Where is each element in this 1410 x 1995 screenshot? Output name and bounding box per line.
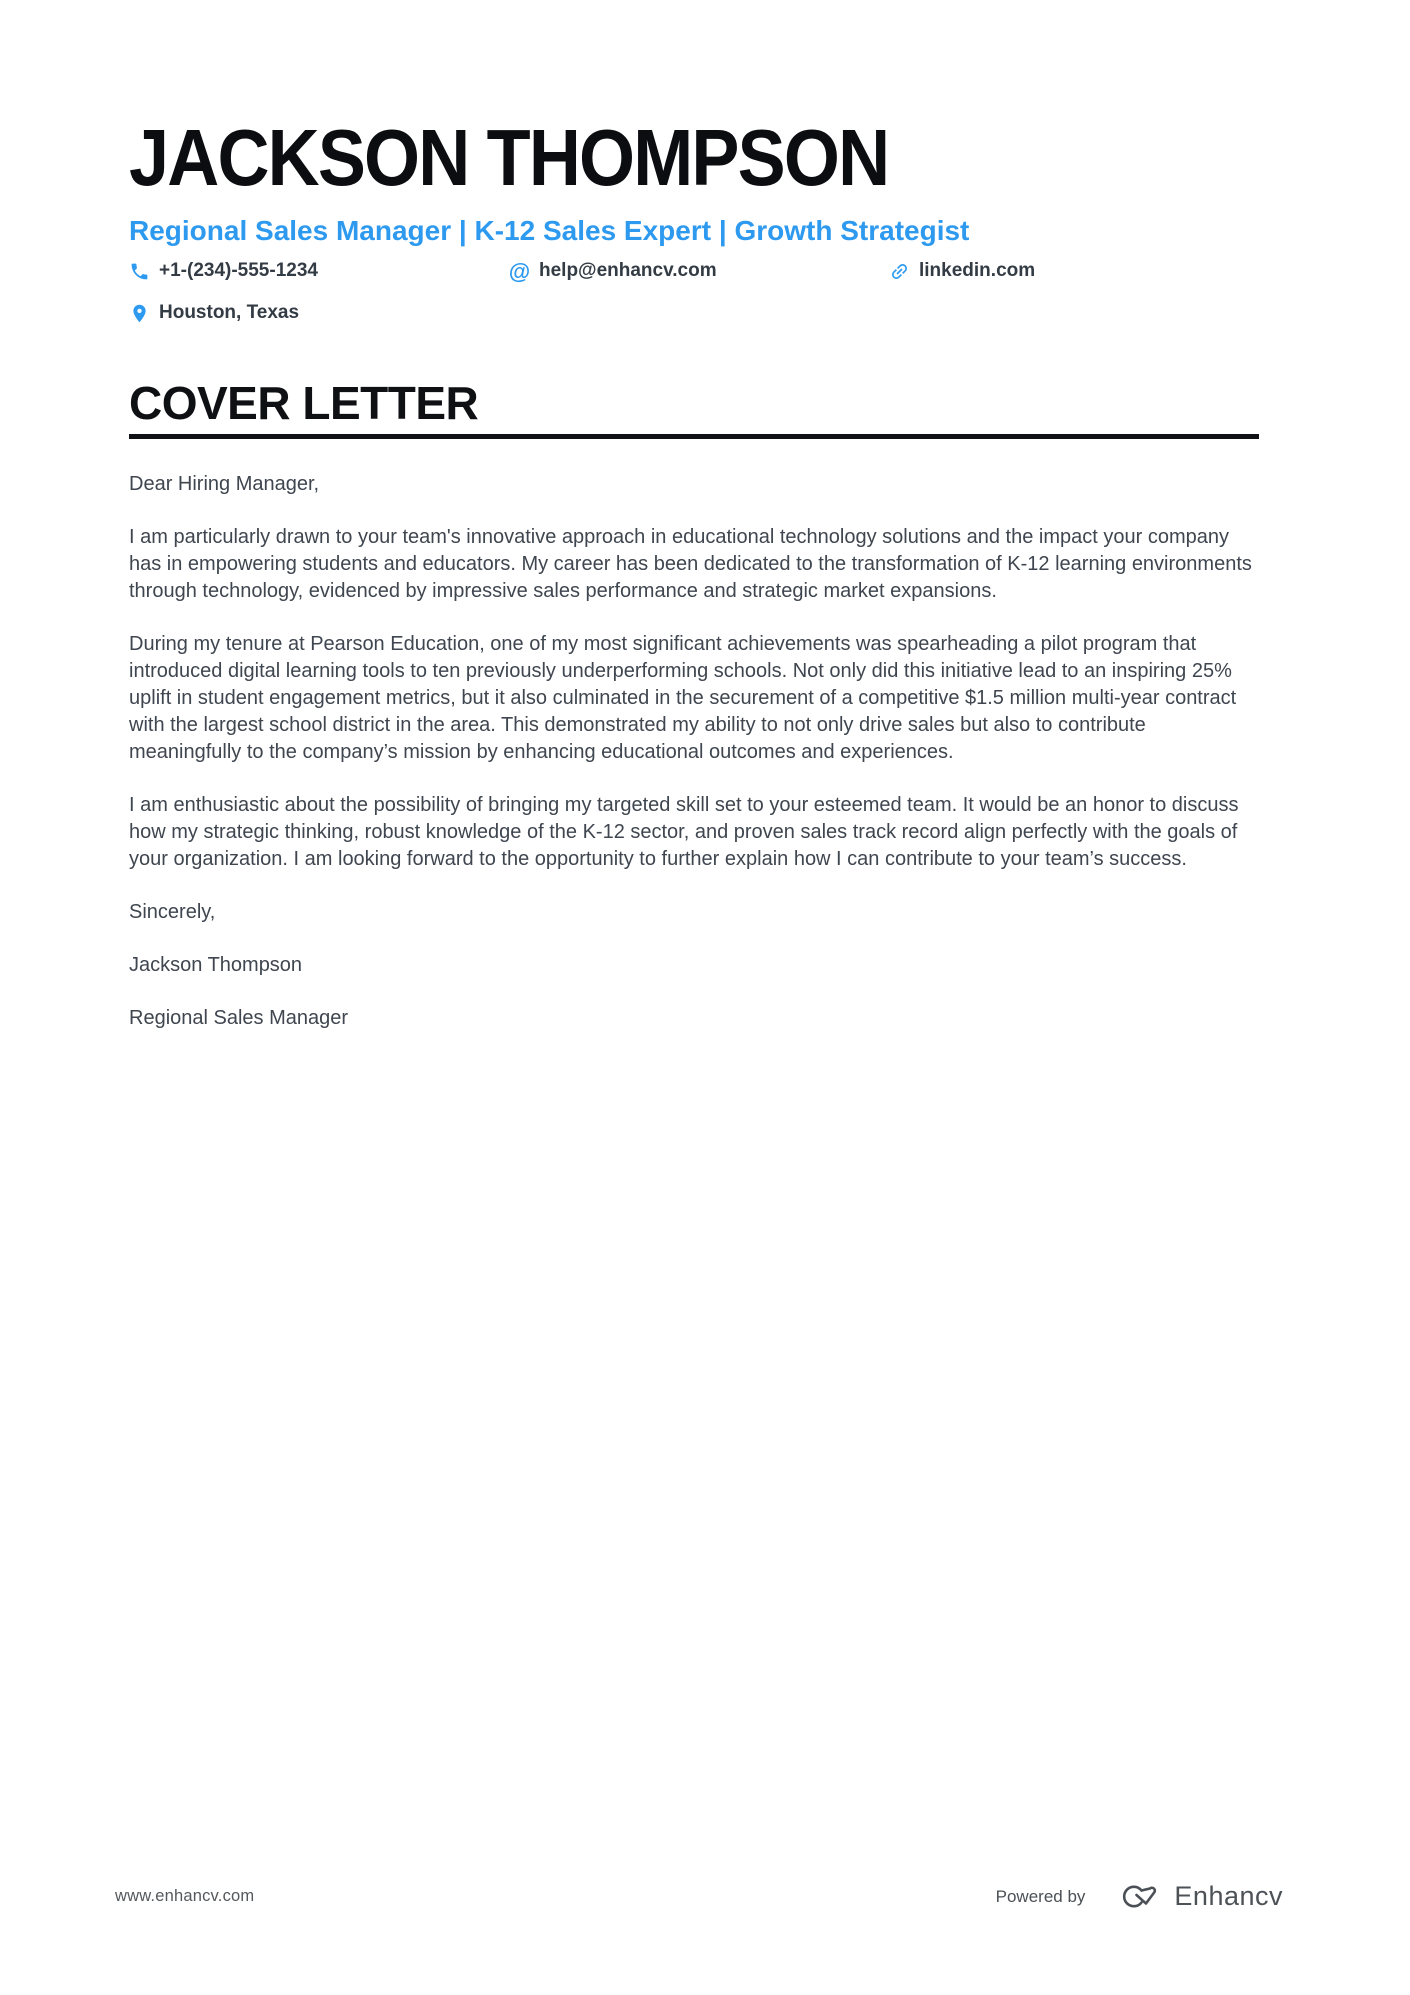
phone-value: +1-(234)-555-1234 (159, 260, 318, 281)
contact-row (129, 258, 1283, 284)
phone-icon (129, 261, 150, 282)
location-contact (129, 300, 299, 326)
salutation: Dear Hiring Manager, (129, 473, 320, 495)
email-contact[interactable] (509, 258, 889, 284)
document-header (129, 113, 1283, 326)
letter-paragraph: I am enthusiastic about the possibility of bringing my targeted skill set to your esteemed team. It would be an honor to discuss how my strategic thinking, robust knowledge of the K-12 sector, and proven sales track record align perfectly with the goals of your organization. I am looking forward to the opportunity to further explain how I can contribute to your team’s success. (129, 794, 1239, 870)
section-title: COVER LETTER (129, 377, 479, 429)
person-headline: Regional Sales Manager | K-12 Sales Expert | Growth Strategist (129, 215, 970, 246)
at-icon: @ (508, 258, 531, 284)
powered-by-block[interactable] (996, 1880, 1283, 1913)
link-icon (889, 260, 910, 281)
location-pin-icon (129, 303, 150, 324)
section-underline (129, 434, 1259, 439)
signoff: Sincerely, (129, 901, 216, 923)
cover-letter-section (129, 378, 1259, 1032)
signature-name: Jackson Thompson (129, 954, 303, 976)
letter-paragraph: During my tenure at Pearson Education, one of my most significant achievements was spearheading a pilot program that introduced digital learning tools to ten previously underperforming schools. Not only did this initiative lead to an inspiring 25% uplift in student engagement metrics, but it also culminated in the securement of a competitive $1.5 million multi-year contract with the largest school district in the area. This demonstrated my ability to not only drive sales but also to contribute meaningfully to the company’s mission by enhancing educational outcomes and experiences. (129, 633, 1237, 763)
letter-paragraph: I am particularly drawn to your team's innovative approach in educational technology solutions and the impact your company has in empowering students and educators. My career has been dedicated to the transformation of K-12 learning environments through technology, evidenced by impressive sales performance and strategic market expansions. (129, 526, 1252, 602)
linkedin-value: linkedin.com (919, 260, 1036, 281)
location-row (129, 300, 1283, 326)
page-footer (115, 1880, 1283, 1913)
footer-website-link[interactable]: www.enhancv.com (115, 1887, 255, 1905)
enhancv-logo-icon (1113, 1880, 1163, 1913)
powered-by-label: Powered by (995, 1886, 1086, 1906)
brand-wordmark: Enhancv (1174, 1881, 1283, 1911)
signature-title: Regional Sales Manager (129, 1007, 349, 1029)
person-name: JACKSON THOMPSON (129, 113, 889, 202)
location-value: Houston, Texas (159, 302, 300, 323)
phone-contact[interactable] (129, 258, 509, 284)
linkedin-contact[interactable] (889, 258, 1283, 284)
email-value: help@enhancv.com (539, 260, 717, 281)
